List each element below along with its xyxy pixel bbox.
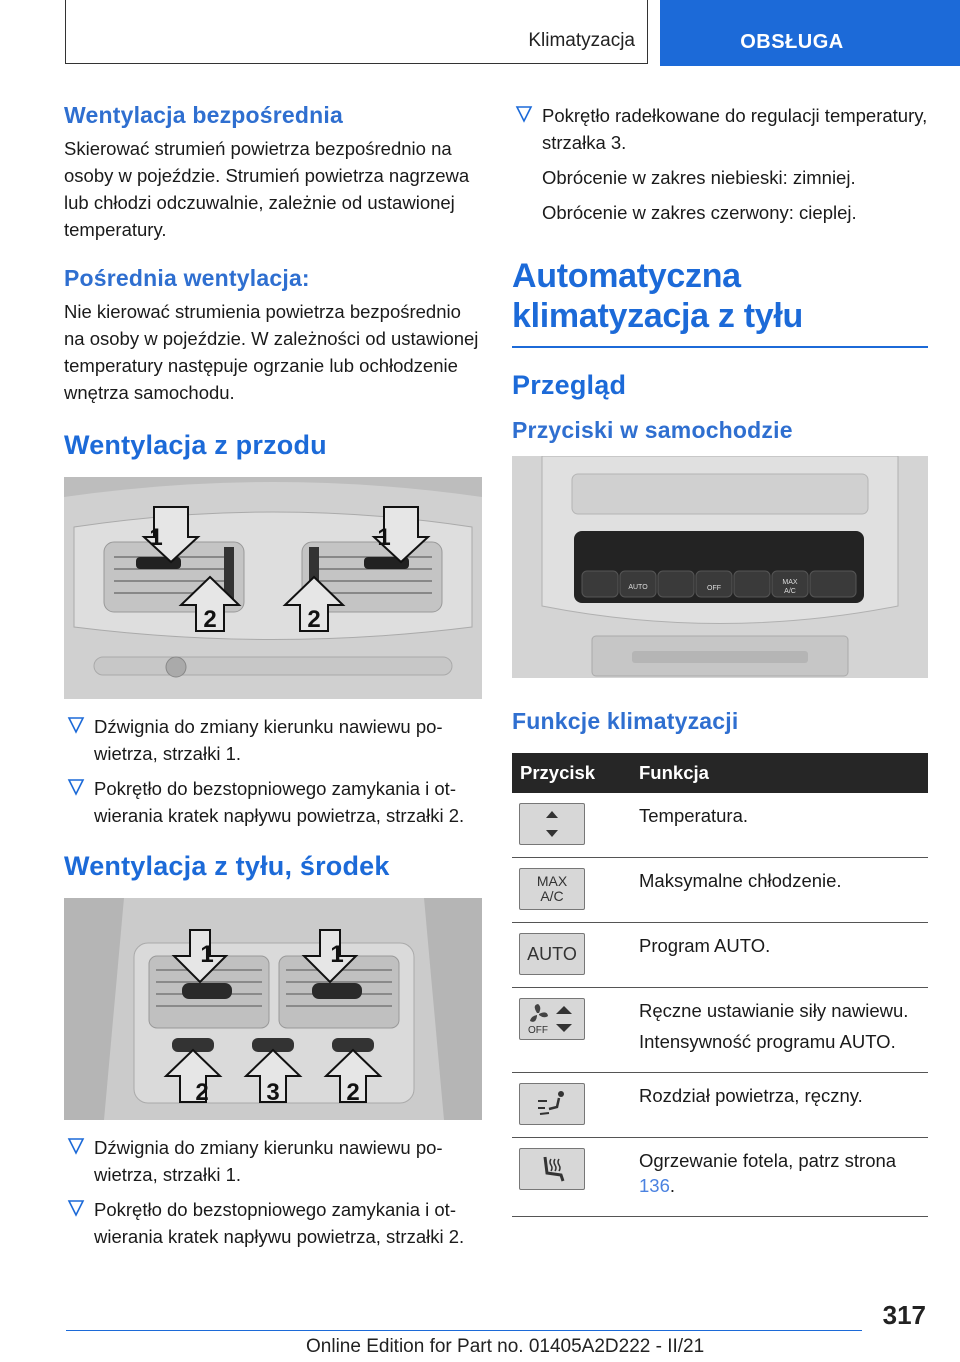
rear-auto-climate-title: Automatyczna klimatyzacja z tyłu: [512, 257, 803, 335]
panel-max-label: MAX: [782, 579, 798, 586]
table-row: [512, 1138, 928, 1217]
ac-icon-text: A/C: [540, 888, 564, 904]
row-fan-text2: Intensywność programu AUTO.: [639, 1031, 896, 1052]
front-photo-label-2b: 2: [307, 606, 321, 633]
functions-title: Funkcje klimatyzacji: [512, 708, 739, 734]
front-vents-photo: [64, 477, 482, 699]
off-icon-text: OFF: [528, 1025, 548, 1036]
table-row: [512, 923, 928, 988]
triangle-bullet-icon: [514, 104, 534, 126]
list-item: [64, 775, 482, 829]
direct-ventilation-text: Skierować strumień powietrza bezpośrednio na osoby w pojeździe. Strumień powietrza nagrzewa lub chłodzi odczuwalnie, zależnie od ustawionej temperatury.: [64, 138, 470, 240]
page-number: 317: [882, 1300, 926, 1330]
max-ac-icon: [519, 868, 585, 910]
list-item: [64, 713, 482, 767]
table-row: [512, 793, 928, 858]
overview-title: Przegląd: [512, 370, 627, 400]
rear-center-ventilation-title: Wentylacja z tyłu, środek: [64, 851, 390, 881]
footer-edition: Online Edition for Part no. 01405A2D222 - II/21: [306, 1336, 705, 1357]
triangle-bullet-icon: [66, 715, 86, 737]
rear-photo-label-1b: 1: [330, 941, 344, 968]
indirect-ventilation-title: Pośrednia wentylacja:: [64, 265, 310, 291]
temperature-arrows-icon: [519, 803, 585, 845]
rear-photo-label-2a: 2: [195, 1079, 209, 1106]
fan-off-icon: [519, 998, 585, 1040]
table-row: [512, 1073, 928, 1138]
front-photo-label-1a: 1: [149, 524, 163, 551]
knob-blue-text: Obrócenie w zakres niebieski: zimniej.: [542, 167, 856, 188]
footer-rule: [66, 1330, 862, 1331]
row-temperature-text: Temperatura.: [639, 805, 748, 826]
table-header-row: [512, 753, 928, 793]
row-auto-text: Program AUTO.: [639, 935, 771, 956]
buttons-in-car-title: Przyciski w samochodzie: [512, 417, 793, 443]
rear-photo-label-1a: 1: [200, 941, 214, 968]
right-column: [512, 102, 928, 1217]
knob-red-text: Obrócenie w zakres czerwony: cieplej.: [542, 202, 857, 223]
panel-auto-label: AUTO: [628, 584, 648, 591]
front-photo-label-1b: 1: [377, 524, 391, 551]
auto-icon-text: AUTO: [527, 943, 577, 964]
row-max-ac-text: Maksymalne chłodzenie.: [639, 870, 842, 891]
rear-item-1: Dźwignia do zmiany kierunku nawiewu powietrza, strzałki 1.: [94, 1137, 443, 1185]
rear-item-2: Pokrętło do bezstopniowego zamykania i otwierania kratek napływu powietrza, strzałki 2.: [94, 1199, 465, 1247]
row-seat-heating-text: Ogrzewanie fotela, patrz strona 136.: [639, 1150, 897, 1196]
front-item-1: Dźwignia do zmiany kierunku nawiewu powietrza, strzałki 1.: [94, 716, 443, 764]
rear-vents-list: [64, 1134, 482, 1250]
rear-photo-label-2b: 2: [346, 1079, 360, 1106]
functions-table: [512, 753, 928, 1217]
list-item: [512, 102, 928, 226]
panel-ac-label: A/C: [784, 588, 796, 595]
front-photo-label-2a: 2: [203, 606, 217, 633]
max-icon-text: MAX: [536, 873, 568, 889]
triangle-bullet-icon: [66, 1136, 86, 1158]
front-item-2: Pokrętło do bezstopniowego zamykania i otwierania kratek napływu powietrza, strzałki 2.: [94, 778, 465, 826]
page-link-136[interactable]: 136: [639, 1175, 670, 1196]
table-row: [512, 858, 928, 923]
list-item: [64, 1196, 482, 1250]
rear-climate-panel-photo: [512, 456, 928, 678]
list-item: [64, 1134, 482, 1188]
rear-vents-photo: [64, 898, 482, 1120]
col-button: Przycisk: [512, 753, 631, 793]
col-function: Funkcja: [631, 753, 928, 793]
header-tab-label: OBSŁUGA: [740, 31, 844, 53]
seat-heating-icon: [519, 1148, 585, 1190]
panel-off-label: OFF: [707, 585, 721, 592]
title-rule: [512, 346, 928, 348]
table-row: [512, 988, 928, 1073]
front-vents-list: [64, 713, 482, 829]
direct-ventilation-title: Wentylacja bezpośrednia: [64, 102, 343, 128]
triangle-bullet-icon: [66, 777, 86, 799]
indirect-ventilation-text: Nie kierować strumienia powietrza bezpośrednio na osoby w pojeździe. W zależności od ustawionej temperatury następuje ogrzanie lub ochłodzenie wnętrza samochodu.: [64, 301, 479, 403]
triangle-bullet-icon: [66, 1198, 86, 1220]
rear-photo-label-3: 3: [266, 1079, 280, 1106]
air-distribution-icon: [519, 1083, 585, 1125]
front-ventilation-title: Wentylacja z przodu: [64, 430, 327, 460]
auto-icon: [519, 933, 585, 975]
header-tab[interactable]: [660, 0, 960, 66]
temperature-knob-list: [512, 102, 928, 226]
row-distribution-text: Rozdział powietrza, ręczny.: [639, 1085, 863, 1106]
left-column: [64, 102, 482, 1258]
knob-item: Pokrętło radełkowane do regulacji temperatury, strzałka 3.: [542, 105, 928, 153]
row-fan-text: Ręczne ustawianie siły nawiewu.: [639, 1000, 909, 1021]
header-section-title: Klimatyzacja: [528, 30, 635, 51]
